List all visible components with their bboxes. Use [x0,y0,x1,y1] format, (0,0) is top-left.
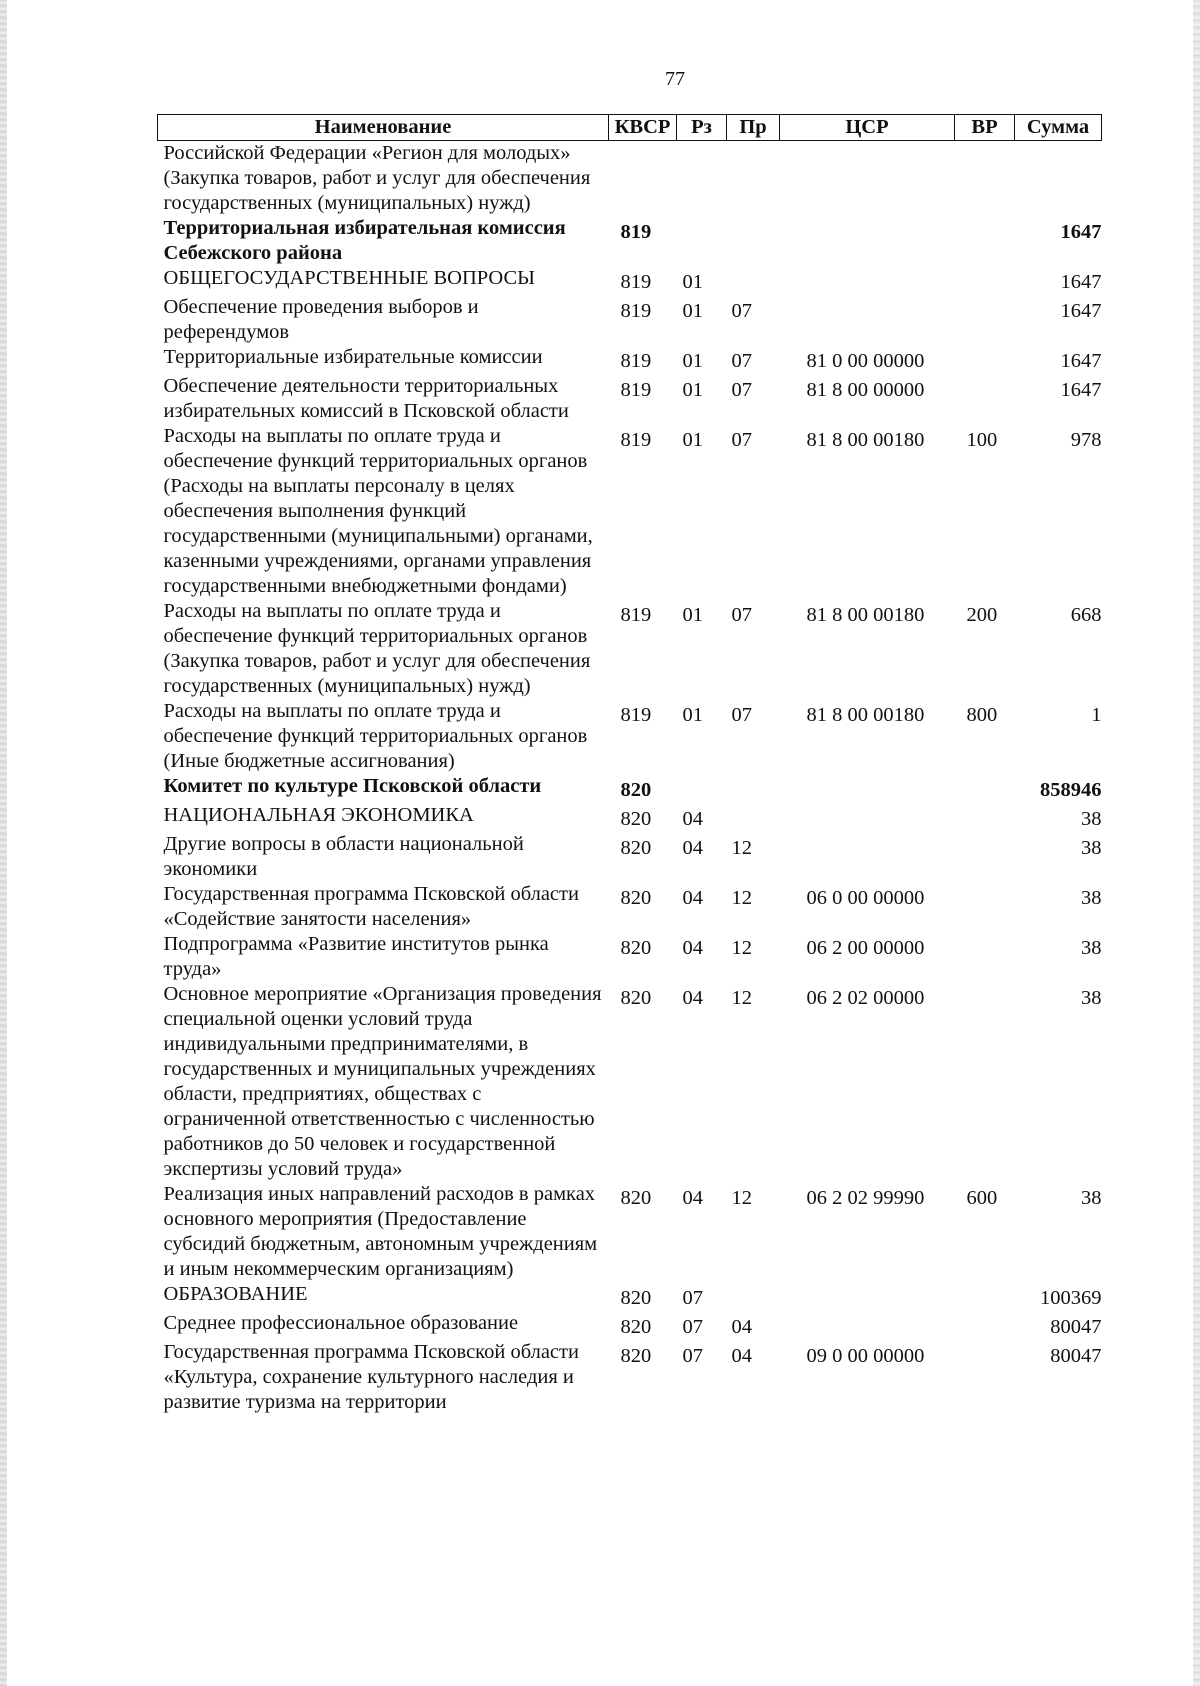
cell-kvsr: 820 [620,837,652,859]
table-row [158,982,1102,1182]
cell-kvsr: 819 [620,221,652,243]
cell-kvsr: 820 [620,1187,652,1209]
table-row [158,774,1102,803]
cell-rz: 04 [682,987,703,1009]
cell-rz: 04 [682,808,703,830]
cell-vr [955,774,1015,803]
cell-sum: 80047 [1050,1316,1102,1338]
cell-rz: 01 [682,300,703,322]
cell-name: ОБРАЗОВАНИЕ [163,1283,308,1305]
cell-kvsr: 819 [620,300,652,322]
cell-rz: 07 [682,1345,703,1367]
table-row [158,599,1102,699]
cell-vr [955,1282,1015,1311]
table-row [158,1182,1102,1282]
cell-csr: 06 0 00 00000 [806,887,925,909]
header-sum: Сумма [1015,115,1102,141]
cell-csr: 81 8 00 00180 [806,429,925,451]
table-body [158,141,1102,1416]
header-rz: Рз [677,115,727,141]
cell-name: Территориальная избирательная комиссия Себежского района [163,217,566,264]
cell-kvsr: 820 [620,1287,652,1309]
cell-csr: 81 8 00 00180 [806,604,925,626]
table-row [158,1311,1102,1340]
header-name: Наименование [158,115,609,141]
header-pr: Пр [727,115,780,141]
cell-kvsr: 820 [620,808,652,830]
table-row [158,424,1102,599]
cell-sum: 38 [1081,808,1102,830]
cell-vr [955,216,1015,266]
cell-csr: 81 0 00 00000 [806,350,925,372]
cell-kvsr: 819 [620,271,652,293]
cell-pr: 04 [731,1345,752,1367]
table-row [158,1282,1102,1311]
cell-vr [955,141,1015,217]
cell-vr [955,1311,1015,1340]
cell-rz: 01 [682,604,703,626]
cell-kvsr: 820 [620,937,652,959]
cell-vr: 800 [966,704,998,726]
table-row [158,295,1102,345]
cell-kvsr: 820 [620,779,652,801]
cell-name: НАЦИОНАЛЬНАЯ ЭКОНОМИКА [163,804,474,826]
header-csr: ЦСР [780,115,955,141]
cell-pr [727,141,780,217]
cell-sum: 38 [1081,987,1102,1009]
cell-sum: 1647 [1060,379,1102,401]
cell-rz [677,216,727,266]
cell-sum: 1647 [1060,271,1102,293]
cell-pr: 12 [731,987,752,1009]
cell-csr: 06 2 02 00000 [806,987,925,1009]
cell-pr: 12 [731,887,752,909]
cell-rz: 01 [682,350,703,372]
cell-csr [780,832,955,882]
cell-rz: 01 [682,429,703,451]
cell-sum: 38 [1081,937,1102,959]
table-row [158,803,1102,832]
cell-pr: 12 [731,837,752,859]
cell-sum: 1647 [1060,221,1102,243]
cell-name: Российской Федерации «Регион для молодых» (Закупка товаров, работ и услуг для обеспечения государственных (муниципальных) нужд) [163,142,591,214]
cell-sum: 978 [1070,429,1102,451]
cell-sum: 1 [1091,704,1102,726]
cell-name: Территориальные избирательные комиссии [163,346,543,368]
cell-kvsr: 820 [620,1345,652,1367]
header-kvsr: КВСР [609,115,677,141]
page-number: 77 [665,68,685,90]
table-row [158,216,1102,266]
cell-sum: 38 [1081,887,1102,909]
cell-pr: 12 [731,1187,752,1209]
cell-sum: 858946 [1040,779,1102,801]
table-row [158,832,1102,882]
cell-pr: 07 [731,429,752,451]
cell-name: Обеспечение проведения выборов и референдумов [163,296,479,343]
cell-vr [955,832,1015,882]
table-row [158,932,1102,982]
cell-vr [955,932,1015,982]
cell-name: Расходы на выплаты по оплате труда и обеспечение функций территориальных органов (Закупка товаров, работ и услуг для обеспечения государственных (муниципальных) нужд) [163,600,591,697]
cell-name: Расходы на выплаты по оплате труда и обеспечение функций территориальных органов (Расходы на выплаты персоналу в целях обеспечения выполнения функций государственными (муниципальными) органами, казенными учреждениями, органами управления государственными внебюджетными фондами) [163,425,593,597]
cell-vr [955,803,1015,832]
cell-csr [780,216,955,266]
cell-sum: 1647 [1060,350,1102,372]
cell-kvsr: 819 [620,379,652,401]
cell-vr: 600 [966,1187,998,1209]
cell-csr [780,1282,955,1311]
cell-csr: 06 2 02 99990 [806,1187,925,1209]
cell-csr [780,266,955,295]
table-header [158,115,1102,141]
cell-vr [955,1340,1015,1415]
cell-csr [780,295,955,345]
cell-sum [1015,141,1102,217]
cell-sum: 100369 [1040,1287,1102,1309]
scan-edge-left [0,0,7,1686]
cell-csr: 81 8 00 00180 [806,704,925,726]
cell-sum: 668 [1070,604,1102,626]
cell-kvsr: 820 [620,1316,652,1338]
cell-vr [955,882,1015,932]
cell-name: ОБЩЕГОСУДАРСТВЕННЫЕ ВОПРОСЫ [163,267,536,289]
cell-csr [780,803,955,832]
cell-pr [727,774,780,803]
cell-pr: 07 [731,350,752,372]
table-row [158,699,1102,774]
cell-name: Государственная программа Псковской области «Культура, сохранение культурного наследия и развитие туризма на территории [163,1341,579,1413]
cell-sum: 38 [1081,1187,1102,1209]
cell-vr: 200 [966,604,998,626]
cell-kvsr [609,141,677,217]
cell-rz [677,141,727,217]
cell-rz: 04 [682,887,703,909]
cell-kvsr: 819 [620,604,652,626]
cell-vr [955,345,1015,374]
table-row [158,374,1102,424]
cell-csr [780,1311,955,1340]
cell-sum: 38 [1081,837,1102,859]
cell-pr: 07 [731,704,752,726]
cell-rz: 04 [682,937,703,959]
table-row [158,882,1102,932]
cell-csr: 06 2 00 00000 [806,937,925,959]
table-row [158,266,1102,295]
table-row [158,345,1102,374]
cell-sum: 1647 [1060,300,1102,322]
cell-name: Среднее профессиональное образование [163,1312,519,1334]
cell-vr: 100 [966,429,998,451]
cell-vr [955,295,1015,345]
cell-rz: 04 [682,1187,703,1209]
cell-name: Реализация иных направлений расходов в рамках основного мероприятия (Предоставление субсидий бюджетным, автономным учреждениям и иным некоммерческим организациям) [163,1183,598,1280]
cell-vr [955,266,1015,295]
cell-kvsr: 819 [620,429,652,451]
header-vr: ВР [955,115,1015,141]
cell-pr: 12 [731,937,752,959]
cell-kvsr: 819 [620,704,652,726]
cell-name: Расходы на выплаты по оплате труда и обеспечение функций территориальных органов (Иные бюджетные ассигнования) [163,700,588,772]
cell-kvsr: 819 [620,350,652,372]
cell-rz: 04 [682,837,703,859]
cell-kvsr: 820 [620,887,652,909]
table-row [158,141,1102,217]
budget-table [157,114,1102,1415]
cell-vr [955,374,1015,424]
cell-rz: 07 [682,1316,703,1338]
cell-pr: 07 [731,604,752,626]
cell-pr [727,266,780,295]
cell-pr: 04 [731,1316,752,1338]
cell-name: Обеспечение деятельности территориальных избирательных комиссий в Псковской области [163,375,569,422]
cell-kvsr: 820 [620,987,652,1009]
cell-pr [727,1282,780,1311]
table-row [158,1340,1102,1415]
cell-rz: 01 [682,704,703,726]
cell-csr [780,774,955,803]
cell-rz: 01 [682,271,703,293]
scan-edge-right [1193,0,1200,1686]
cell-rz: 01 [682,379,703,401]
cell-name: Основное мероприятие «Организация проведения специальной оценки условий труда индивидуальными предпринимателями, в государственных и муниципальных учреждениях области, предприятиях, обществах с ограниченной ответственностью с численностью работников до 50 человек и государственной экспертизы условий труда» [163,983,602,1180]
cell-csr: 81 8 00 00000 [806,379,925,401]
cell-csr: 09 0 00 00000 [806,1345,925,1367]
cell-rz: 07 [682,1287,703,1309]
cell-name: Другие вопросы в области национальной экономики [163,833,524,880]
cell-pr [727,803,780,832]
cell-rz [677,774,727,803]
cell-pr [727,216,780,266]
cell-vr [955,982,1015,1182]
cell-name: Государственная программа Псковской области «Содействие занятости населения» [163,883,579,930]
cell-name: Подпрограмма «Развитие институтов рынка труда» [163,933,549,980]
cell-name: Комитет по культуре Псковской области [163,775,542,797]
cell-csr [780,141,955,217]
cell-sum: 80047 [1050,1345,1102,1367]
cell-pr: 07 [731,300,752,322]
cell-pr: 07 [731,379,752,401]
